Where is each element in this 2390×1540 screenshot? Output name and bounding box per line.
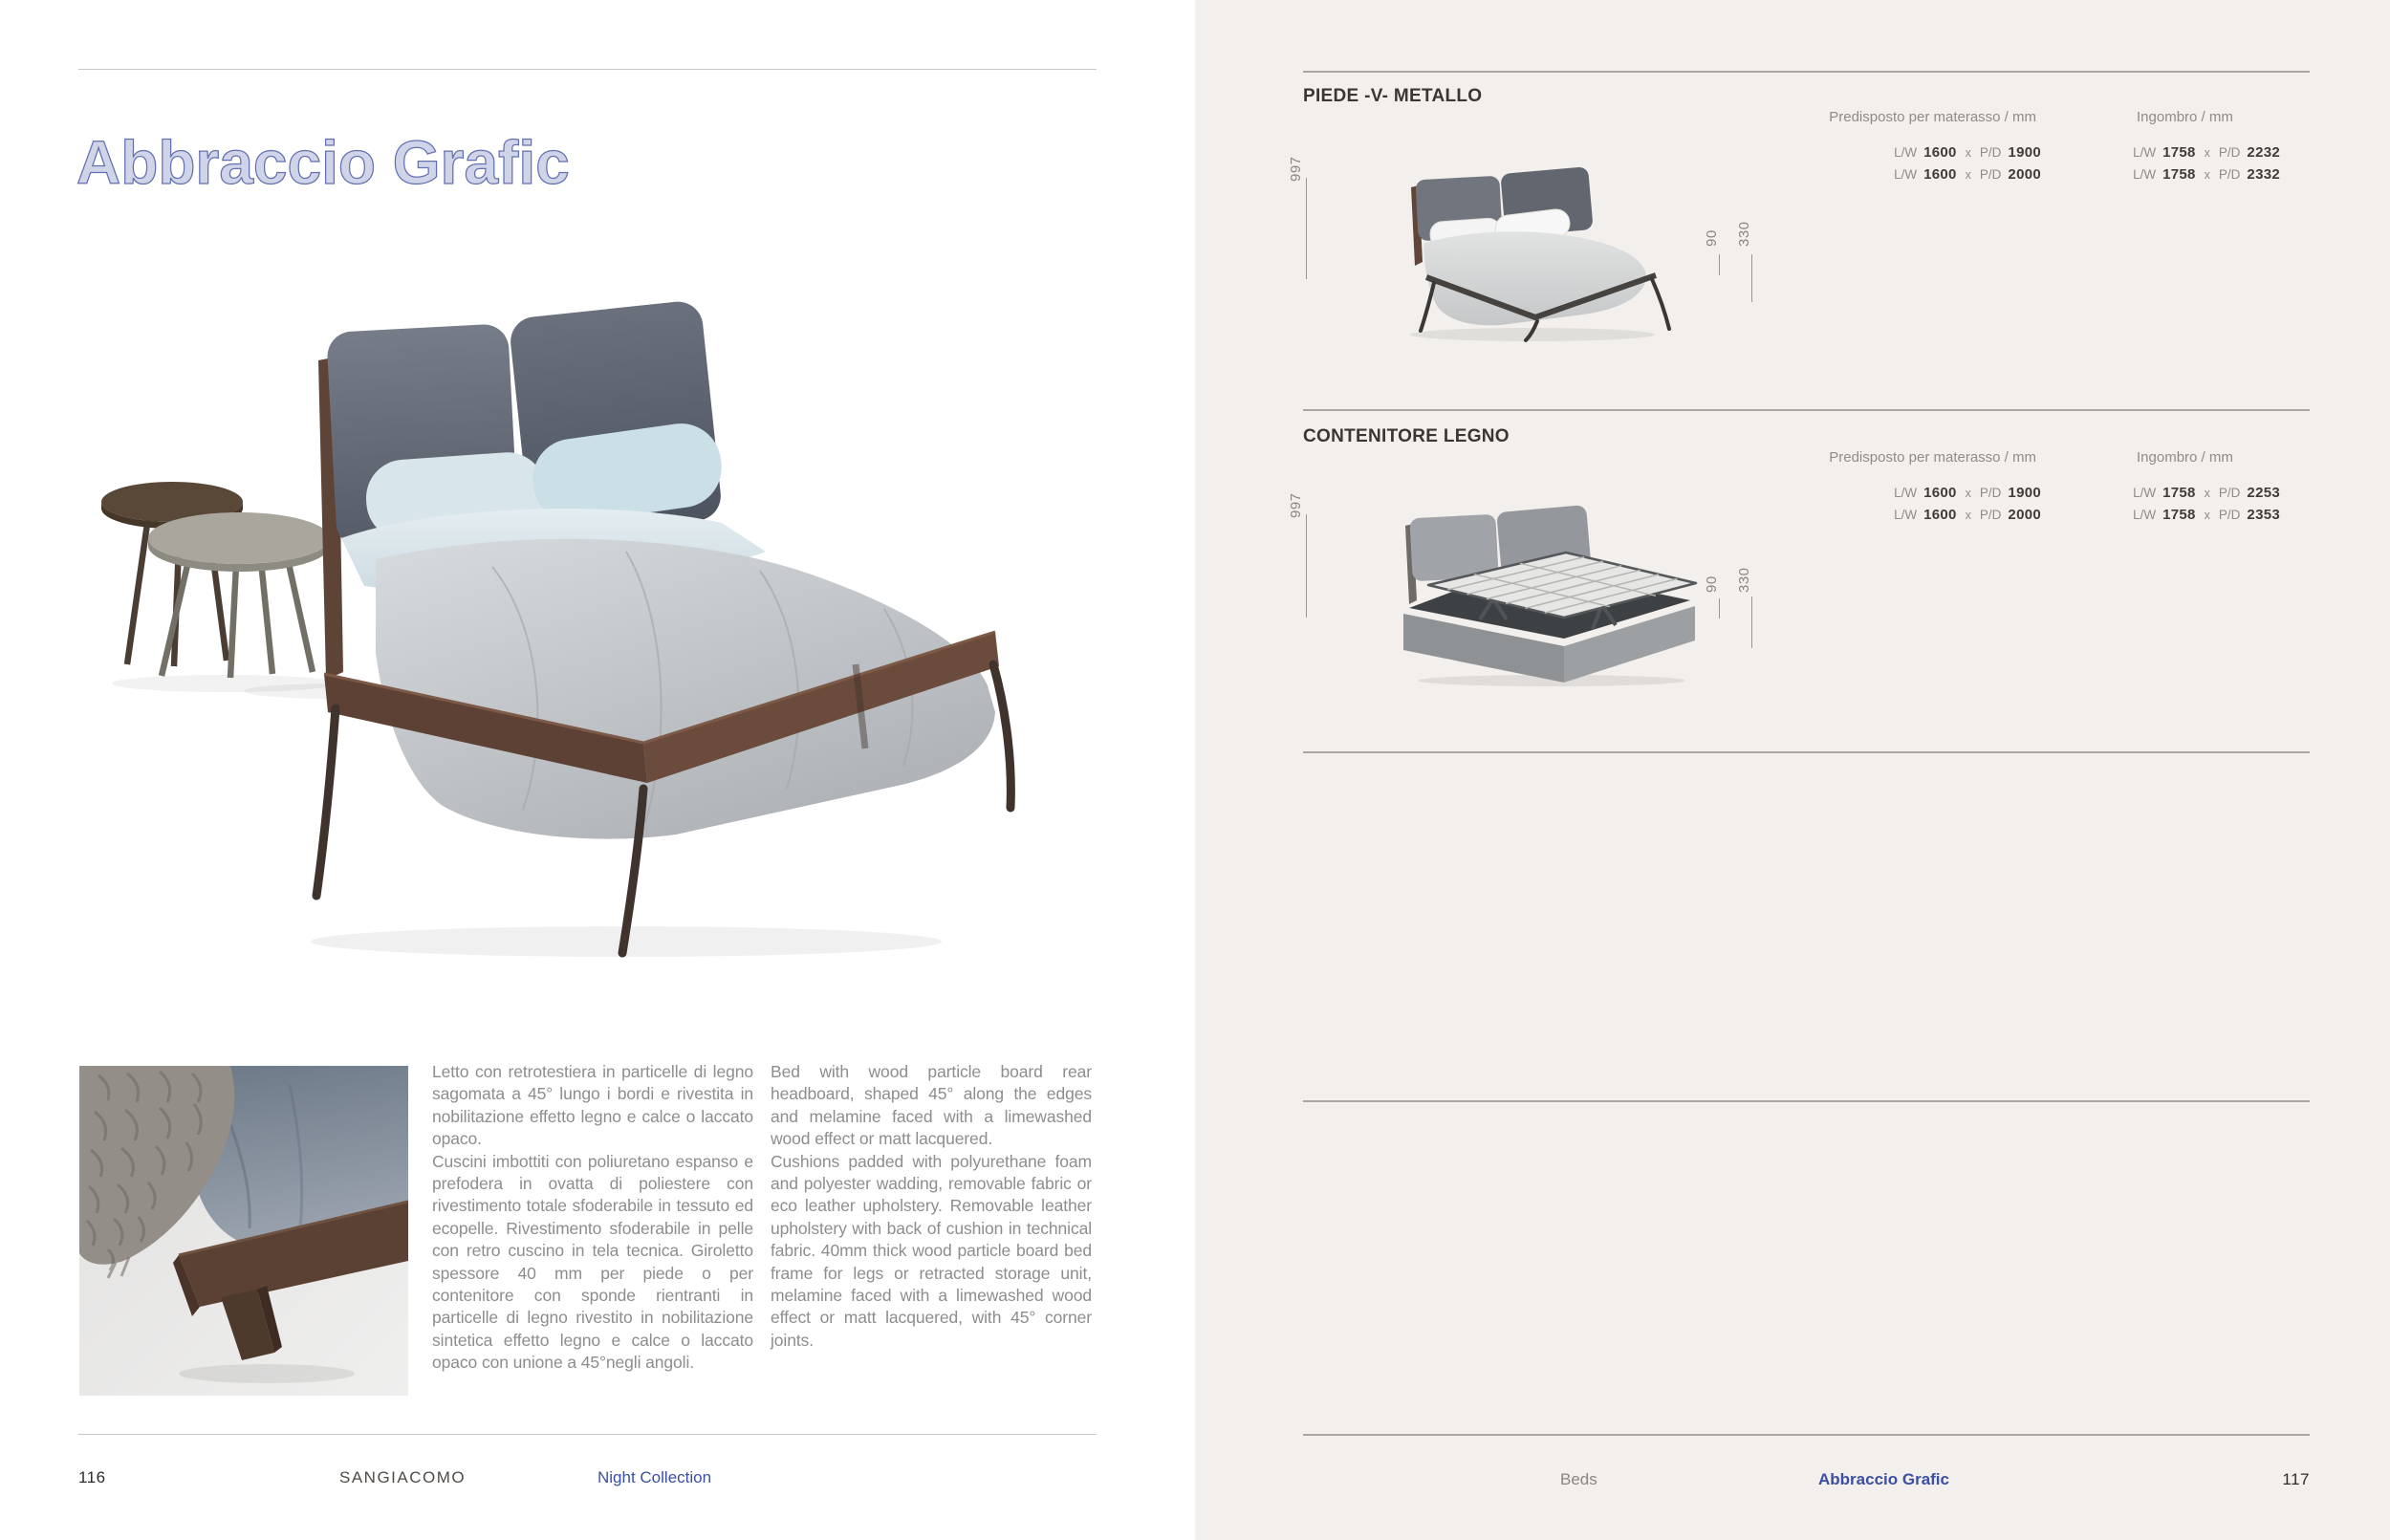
height-dimension-label: 997 bbox=[1288, 492, 1304, 518]
mattress-size bbox=[1769, 485, 2041, 501]
section-divider bbox=[1303, 409, 2310, 411]
section-title: CONTENITORE LEGNO bbox=[1303, 426, 1510, 446]
mattress-size bbox=[1769, 507, 2041, 523]
frame-height-label: 90 bbox=[1704, 229, 1720, 247]
section-divider bbox=[1303, 71, 2310, 73]
section-divider bbox=[1303, 1100, 2310, 1102]
pd-label: P/D bbox=[2218, 508, 2241, 522]
lw-value: 1600 bbox=[1923, 507, 1957, 523]
brand-name: SANGIACOMO bbox=[339, 1468, 467, 1486]
frame-height-label: 90 bbox=[1704, 575, 1720, 593]
pd-value: 2000 bbox=[2008, 166, 2041, 183]
paragraph: Letto con retrotestiera in particelle di legno sagomata a 45° lungo i bordi e rivestita in nobilitazione effetto legno e calce o laccato opaco. bbox=[432, 1062, 753, 1149]
overall-size bbox=[2041, 144, 2280, 161]
pd-value: 2332 bbox=[2247, 166, 2280, 183]
by-label: x bbox=[2204, 487, 2210, 500]
paragraph: Cushions padded with polyurethane foam and polyester wadding, removable fabric or eco leather upholstery. Removable leather upholstery with back of cushion in technical fabric. 40mm thick wood particle board bed frame for legs or retracted storage unit, melamine faced with a limewashed wood effect or matt lacquered, with 45° corner joints. bbox=[771, 1151, 1092, 1350]
by-label: x bbox=[1965, 509, 1971, 522]
pd-label: P/D bbox=[2218, 145, 2241, 160]
lw-label: L/W bbox=[1894, 486, 1918, 500]
section-divider bbox=[1303, 751, 2310, 753]
leg-height-label: 330 bbox=[1736, 221, 1752, 247]
pd-label: P/D bbox=[1979, 145, 2002, 160]
pd-label: P/D bbox=[1979, 167, 2002, 182]
by-label: x bbox=[1965, 168, 1971, 182]
lw-value: 1600 bbox=[1923, 485, 1957, 501]
leg-height-label: 330 bbox=[1736, 567, 1752, 593]
by-label: x bbox=[2204, 168, 2210, 182]
by-label: x bbox=[2204, 146, 2210, 160]
pd-value: 2000 bbox=[2008, 507, 2041, 523]
lw-label: L/W bbox=[1894, 508, 1918, 522]
pd-label: P/D bbox=[1979, 508, 2002, 522]
description-english bbox=[771, 1061, 1092, 1352]
pd-label: P/D bbox=[1979, 486, 2002, 500]
description-italian bbox=[432, 1061, 753, 1375]
main-bed-photo bbox=[91, 215, 1023, 970]
by-label: x bbox=[2204, 509, 2210, 522]
pd-value: 2232 bbox=[2247, 144, 2280, 161]
overall-size bbox=[2041, 507, 2280, 523]
mattress-size bbox=[1769, 144, 2041, 161]
section-title: PIEDE -V- METALLO bbox=[1303, 86, 1483, 106]
bed bbox=[316, 299, 1010, 953]
lw-label: L/W bbox=[1894, 145, 1918, 160]
footer-divider bbox=[1303, 1434, 2310, 1436]
storage-bed-photo bbox=[1336, 497, 1719, 688]
lw-label: L/W bbox=[2133, 145, 2157, 160]
collection-link[interactable]: Night Collection bbox=[598, 1468, 712, 1486]
lw-value: 1600 bbox=[1923, 166, 1957, 183]
lw-value: 1600 bbox=[1923, 144, 1957, 161]
by-label: x bbox=[1965, 146, 1971, 160]
dimension-line bbox=[1306, 178, 1307, 279]
pd-value: 1900 bbox=[2008, 144, 2041, 161]
lw-label: L/W bbox=[1894, 167, 1918, 182]
mattress-size bbox=[1769, 166, 2041, 183]
category-label: Beds bbox=[1560, 1470, 1597, 1488]
page-title: Abbraccio Grafic bbox=[76, 127, 570, 197]
height-dimension-label: 997 bbox=[1288, 156, 1304, 182]
dimension-line bbox=[1751, 596, 1752, 648]
lw-label: L/W bbox=[2133, 508, 2157, 522]
pd-label: P/D bbox=[2218, 167, 2241, 182]
lw-label: L/W bbox=[2133, 167, 2157, 182]
dimension-line bbox=[1306, 514, 1307, 618]
overall-header: Ingombro / mm bbox=[2137, 109, 2233, 125]
pd-value: 1900 bbox=[2008, 485, 2041, 501]
pd-value: 2253 bbox=[2247, 485, 2280, 501]
mattress-header: Predisposto per materasso / mm bbox=[1829, 449, 2036, 466]
paragraph: Cuscini imbottiti con poliuretano espanso e prefodera in ovatta di poliestere con rivestimento totale sfoderabile in tessuto ed ecopelle. Rivestimento sfoderabile in pelle con retro cuscino in tela tecnica. Giroletto spessore 40 mm per piede o per contenitore con sponde rientranti in particelle di legno rivestito in nobilitazione sintetica effetto legno e calce o laccato opaco con unione a 45°negli angoli. bbox=[432, 1151, 753, 1373]
title-divider bbox=[78, 69, 1097, 70]
lw-value: 1758 bbox=[2162, 485, 2196, 501]
lw-value: 1758 bbox=[2162, 144, 2196, 161]
overall-size bbox=[2041, 166, 2280, 183]
detail-photo bbox=[79, 1066, 408, 1396]
overall-header: Ingombro / mm bbox=[2137, 449, 2233, 466]
paragraph: Bed with wood particle board rear headboard, shaped 45° along the edges and melamine faced with a limewashed wood effect or matt lacquered. bbox=[771, 1062, 1092, 1149]
dimension-line bbox=[1719, 254, 1720, 275]
page-number-left: 116 bbox=[78, 1468, 106, 1486]
page-number-right: 117 bbox=[2282, 1470, 2310, 1488]
dimension-line bbox=[1719, 598, 1720, 618]
pd-value: 2353 bbox=[2247, 507, 2280, 523]
lw-label: L/W bbox=[2133, 486, 2157, 500]
right-page bbox=[1195, 0, 2390, 1540]
footer-divider bbox=[78, 1434, 1097, 1435]
product-link[interactable]: Abbraccio Grafic bbox=[1818, 1470, 1949, 1488]
lw-value: 1758 bbox=[2162, 166, 2196, 183]
pd-label: P/D bbox=[2218, 486, 2241, 500]
overall-size bbox=[2041, 485, 2280, 501]
dimension-line bbox=[1751, 254, 1752, 302]
mattress-header: Predisposto per materasso / mm bbox=[1829, 109, 2036, 125]
metal-leg-bed-photo bbox=[1336, 163, 1690, 346]
lw-value: 1758 bbox=[2162, 507, 2196, 523]
by-label: x bbox=[1965, 487, 1971, 500]
